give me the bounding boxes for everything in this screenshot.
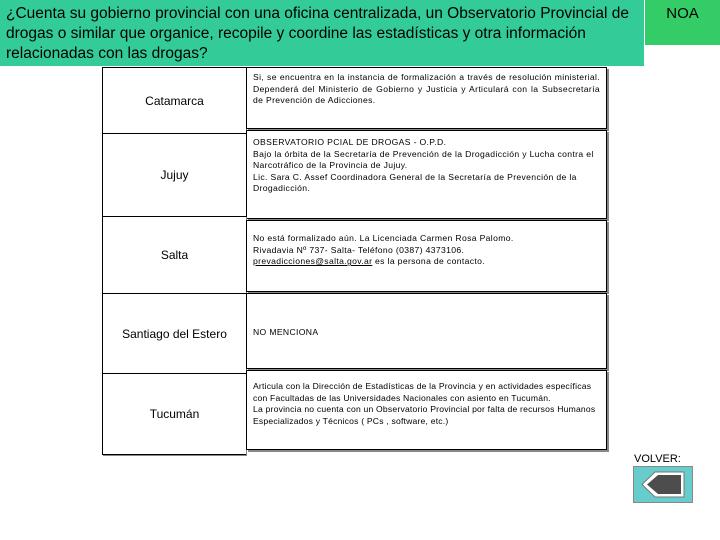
description-line: La provincia no cuenta con un Observatorio Provincial por falta de recursos Humanos Especializados y Técnicos ( PCs , software, etc.) <box>253 404 596 426</box>
province-cell-salta <box>102 216 246 294</box>
description-cell-jujuy <box>246 130 607 219</box>
description-line: Lic. Sara C. Assef Coordinadora General de la Secretaría de Prevención de la Drogadicción. <box>253 171 577 194</box>
description-line: Articula con la Dirección de Estadísticas de la Provincia y en actividades específicas con Facultadas de las Universidades Nacionales con asiento en Tucumán. <box>253 381 592 403</box>
page-title: ¿Cuenta su gobierno provincial con una oficina centralizada, un Observatorio Provincial de drogas o similar que organice, recopile y coordine las estadísticas y otra información relacionadas con las drogas? <box>6 5 629 62</box>
province-cell-santiago-del-estero <box>102 293 246 374</box>
description-text: Si, se encuentra en la instancia de formalización a través de resolución ministerial. Dependerá del Ministerio de Gobierno y Justicia y Articulará con la Subsecretaría de Prevención de Adicciones. <box>253 72 600 106</box>
back-arrow-icon <box>634 467 692 502</box>
province-name: Tucumán <box>149 407 200 421</box>
header-banner <box>0 0 644 66</box>
description-text: es la persona de contacto. <box>375 256 485 267</box>
description-line <box>253 256 600 268</box>
province-name: Salta <box>160 248 189 262</box>
back-label: VOLVER: <box>634 453 681 465</box>
description-cell-salta <box>246 220 607 292</box>
province-cell-tucuman <box>102 373 246 455</box>
description-line: No está formalizado aún. La Licenciada Carmen Rosa Palomo. <box>253 233 514 243</box>
province-name: Santiago del Estero <box>122 326 227 341</box>
description-cell-tucuman <box>246 370 607 450</box>
province-cell-catamarca <box>102 67 246 134</box>
description-cell-santiago-del-estero <box>246 293 607 369</box>
province-name: Catamarca <box>145 93 204 108</box>
back-button[interactable] <box>633 466 693 503</box>
description-line: OBSERVATORIO PCIAL DE DROGAS - O.P.D. <box>253 137 447 147</box>
province-cell-jujuy <box>102 133 246 217</box>
region-label: NOA <box>645 0 720 45</box>
contact-email-link[interactable]: prevadicciones@salta.gov.ar <box>253 256 373 267</box>
description-text: NO MENCIONA <box>253 327 319 337</box>
description-cell-catamarca <box>246 67 607 129</box>
province-name: Jujuy <box>160 168 189 182</box>
description-line: Rivadavia Nº 737- Salta- Teléfono (0387) 4373106. <box>253 244 465 255</box>
description-line: Bajo la órbita de la Secretaría de Prevención de la Drogadicción y Lucha contra el Narcotráfico de la Provincia de Jujuy. <box>253 148 594 171</box>
